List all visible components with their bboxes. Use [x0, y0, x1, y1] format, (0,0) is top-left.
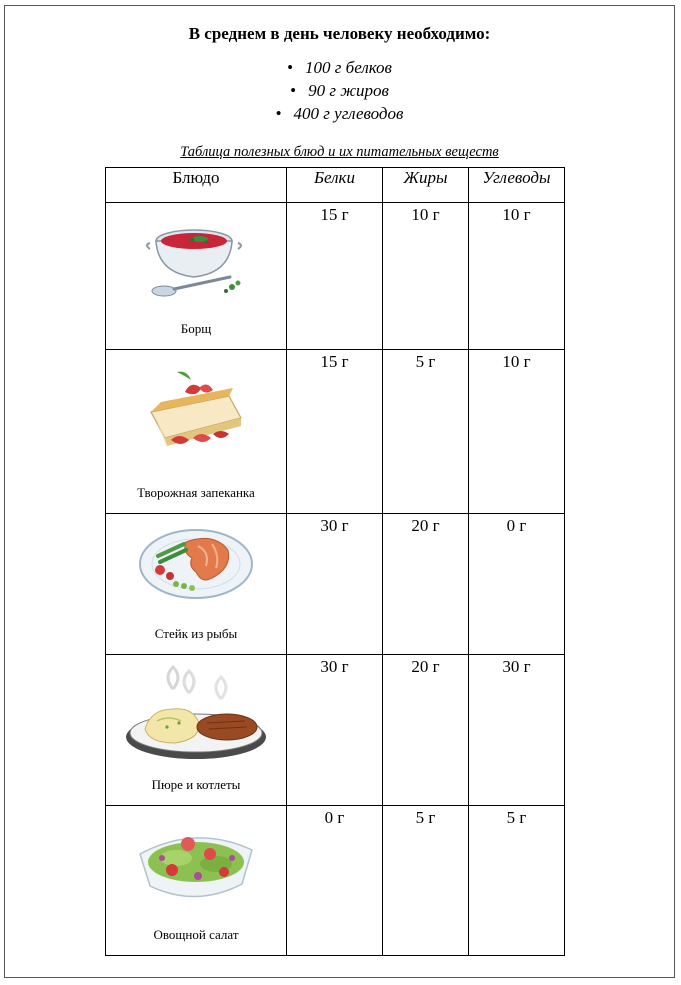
table-row: [106, 514, 565, 655]
dish-cell: [106, 203, 287, 350]
fats-cell: 5 г: [383, 350, 469, 514]
fats-cell: 20 г: [383, 655, 469, 806]
carbs-cell: 10 г: [469, 203, 565, 350]
borscht-bowl-icon: [136, 211, 256, 303]
fats-cell: 5 г: [383, 806, 469, 956]
table-row: [106, 806, 565, 956]
fish-steak-plate-icon: [136, 522, 256, 604]
header-carbs: Углеводы: [469, 168, 565, 203]
page-heading: В среднем в день человеку необходимо:: [188, 24, 491, 43]
dish-cell: [106, 514, 287, 655]
dish-cell: [106, 655, 287, 806]
proteins-cell: 15 г: [287, 350, 383, 514]
daily-needs-list: [5, 56, 674, 125]
table-row: [106, 203, 565, 350]
table-row: [106, 350, 565, 514]
table-caption: Таблица полезных блюд и их питательных веществ: [180, 144, 499, 160]
daily-need-proteins: • 100 г белков: [5, 56, 674, 79]
dish-name: Стейк из рыбы: [154, 626, 238, 641]
dish-name: Пюре и котлеты: [151, 777, 241, 792]
proteins-cell: 30 г: [287, 514, 383, 655]
mashed-potato-cutlet-icon: [123, 663, 269, 767]
dish-name: Борщ: [180, 321, 212, 336]
daily-need-carbs: • 400 г углеводов: [5, 102, 674, 125]
carbs-cell: 5 г: [469, 806, 565, 956]
table-row: [106, 655, 565, 806]
dish-name: Творожная запеканка: [137, 485, 255, 500]
proteins-cell: 30 г: [287, 655, 383, 806]
dish-name: Овощной салат: [153, 927, 239, 942]
nutrition-table: [105, 167, 565, 956]
carbs-cell: 30 г: [469, 655, 565, 806]
proteins-cell: 0 г: [287, 806, 383, 956]
daily-need-fats: • 90 г жиров: [5, 79, 674, 102]
header-dish: Блюдо: [106, 168, 287, 203]
table-header-row: [106, 168, 565, 203]
carbs-cell: 0 г: [469, 514, 565, 655]
proteins-cell: 15 г: [287, 203, 383, 350]
vegetable-salad-icon: [132, 814, 260, 908]
carbs-cell: 10 г: [469, 350, 565, 514]
dish-cell: [106, 350, 287, 514]
header-fats: Жиры: [383, 168, 469, 203]
cottage-cheese-casserole-icon: [141, 358, 251, 458]
fats-cell: 20 г: [383, 514, 469, 655]
header-proteins: Белки: [287, 168, 383, 203]
dish-cell: [106, 806, 287, 956]
fats-cell: 10 г: [383, 203, 469, 350]
